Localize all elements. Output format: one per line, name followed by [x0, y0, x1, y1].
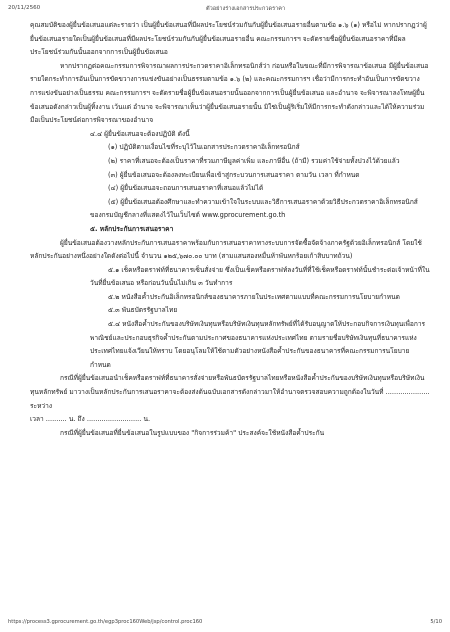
list-item: ๕.๓ พันธบัตรรัฐบาลไทย	[108, 306, 178, 315]
list-item: ๕.๔ หนังสือค้ำประกันของบริษัทเงินทุนหรือบริษัทเงินทุนหลักทรัพย์ที่ได้รับอนุญาตให้ประกอบกิจการเงินทุนเพื่อการพาณิชย์และประกอบธุรกิจค้ำประกันตามประกาศของธนาคารแห่งประเทศไทย ตามรายชื่อบริษัทเงินทุนที่ธนาคารแห่งประเทศไทยแจ้งเวียนให้ทราบ โดยอนุโลมให้ใช้ตามตัวอย่างหนังสือค้ำประกันของธนาคารที่คณะกรรมการนโยบายกำหนด	[90, 320, 426, 369]
section-5-title: ๕. หลักประกันการเสนอราคา	[90, 224, 174, 233]
page-number: 5/10	[430, 619, 442, 625]
paragraph: คุณสมบัติของผู้ยื่นข้อเสนอแต่ละรายว่า เป็นผู้ยื่นข้อเสนอที่มีผลประโยชน์ร่วมกันกับผู้ยื่นข้อเสนอรายอื่นตามข้อ ๑.๖ (๑) หรือไม่ หากปรากฏว่าผู้ยื่นข้อเสนอรายใดเป็นผู้ยื่นข้อเสนอที่มีผลประโยชน์ร่วมกันกับผู้ยื่นข้อเสนอรายอื่น คณะกรรมการฯ จะตัดรายชื่อผู้ยื่นข้อเสนอราคาที่มีผลประโยชน์ร่วมกันนั้นออกจากการเป็นผู้ยื่นข้อเสนอ	[30, 21, 427, 57]
list-item: ๕.๑ เช็คหรือดราฟท์ที่ธนาคารเซ็นสั่งจ่าย ซึ่งเป็นเช็คหรือดราฟท์ลงวันที่ที่ใช้เช็คหรือดราฟท์นั้นชำระต่อเจ้าหน้าที่ในวันที่ยื่นข้อเสนอ หรือก่อนวันนั้นไม่เกิน ๓ วันทำการ	[90, 265, 430, 288]
paragraph: ผู้ยื่นข้อเสนอต้องวางหลักประกันการเสนอราคาพร้อมกับการเสนอราคาทางระบบการจัดซื้อจัดจ้างภาครัฐด้วยอิเล็กทรอนิกส์ โดยใช้หลักประกันอย่างหนึ่งอย่างใดดังต่อไปนี้ จำนวน ๑๒๕,๖๗๐.๐๐ บาท (สามแสนสองหมื่นห้าพันหกร้อยเก้าสิบบาทถ้วน)	[30, 238, 422, 261]
list-item: (๒) ราคาที่เสนอจะต้องเป็นราคาที่รวมภาษีมูลค่าเพิ่ม และภาษีอื่น (ถ้ามี) รวมค่าใช้จ่ายทั้งปวงไว้ด้วยแล้ว	[108, 156, 400, 165]
list-item: (๑) ปฏิบัติตามเงื่อนไขที่ระบุไว้ในเอกสารประกวดราคาอิเล็กทรอนิกส์	[108, 143, 300, 152]
footer-url: https://process3.gprocurement.go.th/egp3proc160Web/jsp/control.proc160	[8, 619, 203, 625]
paragraph: กรณีที่ผู้ยื่นข้อเสนอนำเช็คหรือดราฟท์ที่ธนาคารสั่งจ่ายหรือพันธบัตรรัฐบาลไทยหรือหนังสือค้ำประกันของบริษัทเงินทุนหรือบริษัทเงินทุนหลักทรัพย์ มาวางเป็นหลักประกันการเสนอราคาจะต้องส่งต้นฉบับเอกสารดังกล่าวมาให้อำนาจตรวจสอบความถูกต้องในวันที่ ..................... ระหว่าง	[30, 374, 430, 410]
print-date: 20/11/2560	[8, 5, 41, 11]
list-item: (๕) ผู้ยื่นข้อเสนอต้องศึกษาและทำความเข้าใจในระบบและวิธีการเสนอราคาด้วยวิธีประกวดราคาอิเล็กทรอนิกส์ ของกรมบัญชีกลางที่แสดงไว้ในเว็บไซต์ www.gprocurement.go.th	[90, 197, 418, 220]
list-item: ๕.๒ หนังสือค้ำประกันอิเล็กทรอนิกส์ของธนาคารภายในประเทศตามแบบที่คณะกรรมการนโยบายกำหนด	[108, 292, 400, 301]
paragraph: เวลา .......... น. ถึง .......................... น.	[30, 415, 151, 424]
paragraph: กรณีที่ผู้ยื่นข้อเสนอที่ยื่นข้อเสนอในรูปแบบของ "กิจการร่วมค้า" ประสงค์จะใช้หนังสือค้ำประกัน	[60, 428, 325, 437]
list-item: (๓) ผู้ยื่นข้อเสนอจะต้องลงทะเบียนเพื่อเข้าสู่กระบวนการเสนอราคา ตามวัน เวลา ที่กำหนด	[108, 170, 360, 179]
list-item: (๔) ผู้ยื่นข้อเสนอจะถอนการเสนอราคาที่เสนอแล้วไม่ได้	[108, 184, 264, 193]
document-body	[30, 19, 430, 440]
section-4-4-heading: ๔.๔ ผู้ยื่นข้อเสนอจะต้องปฏิบัติ ดังนี้	[90, 129, 190, 138]
document-header-title: ตัวอย่างร่างเอกสารประกวดราคา	[206, 6, 286, 12]
paragraph: หากปรากฏต่อคณะกรรมการพิจารณาผลการประกวดราคาอิเล็กทรอนิกส์ว่า ก่อนหรือในขณะที่มีการพิจารณาข้อเสนอ มีผู้ยื่นข้อเสนอรายใดกระทำการอันเป็นการขัดขวางการแข่งขันอย่างเป็นธรรมตามข้อ ๑.๖ (๒) และคณะกรรมการฯ เชื่อว่ามีการกระทำอันเป็นการขัดขวางการแข่งขันอย่างเป็นธรรม คณะกรรมการฯ จะตัดรายชื่อผู้ยื่นข้อเสนอรายนั้นออกจากการเป็นผู้ยื่นข้อเสนอ และอำนาจ จะพิจารณาลงโทษผู้ยื่นข้อเสนอดังกล่าวเป็นผู้ทิ้งงาน เว้นแต่ อำนาจ จะพิจารณาเห็นว่าผู้ยื่นข้อเสนอรายนั้น มิใช่เป็นผู้ริเริ่มให้มีการกระทำดังกล่าวและได้ให้ความร่วมมือเป็นประโยชน์ต่อการพิจารณาของอำนาจ	[30, 61, 429, 125]
